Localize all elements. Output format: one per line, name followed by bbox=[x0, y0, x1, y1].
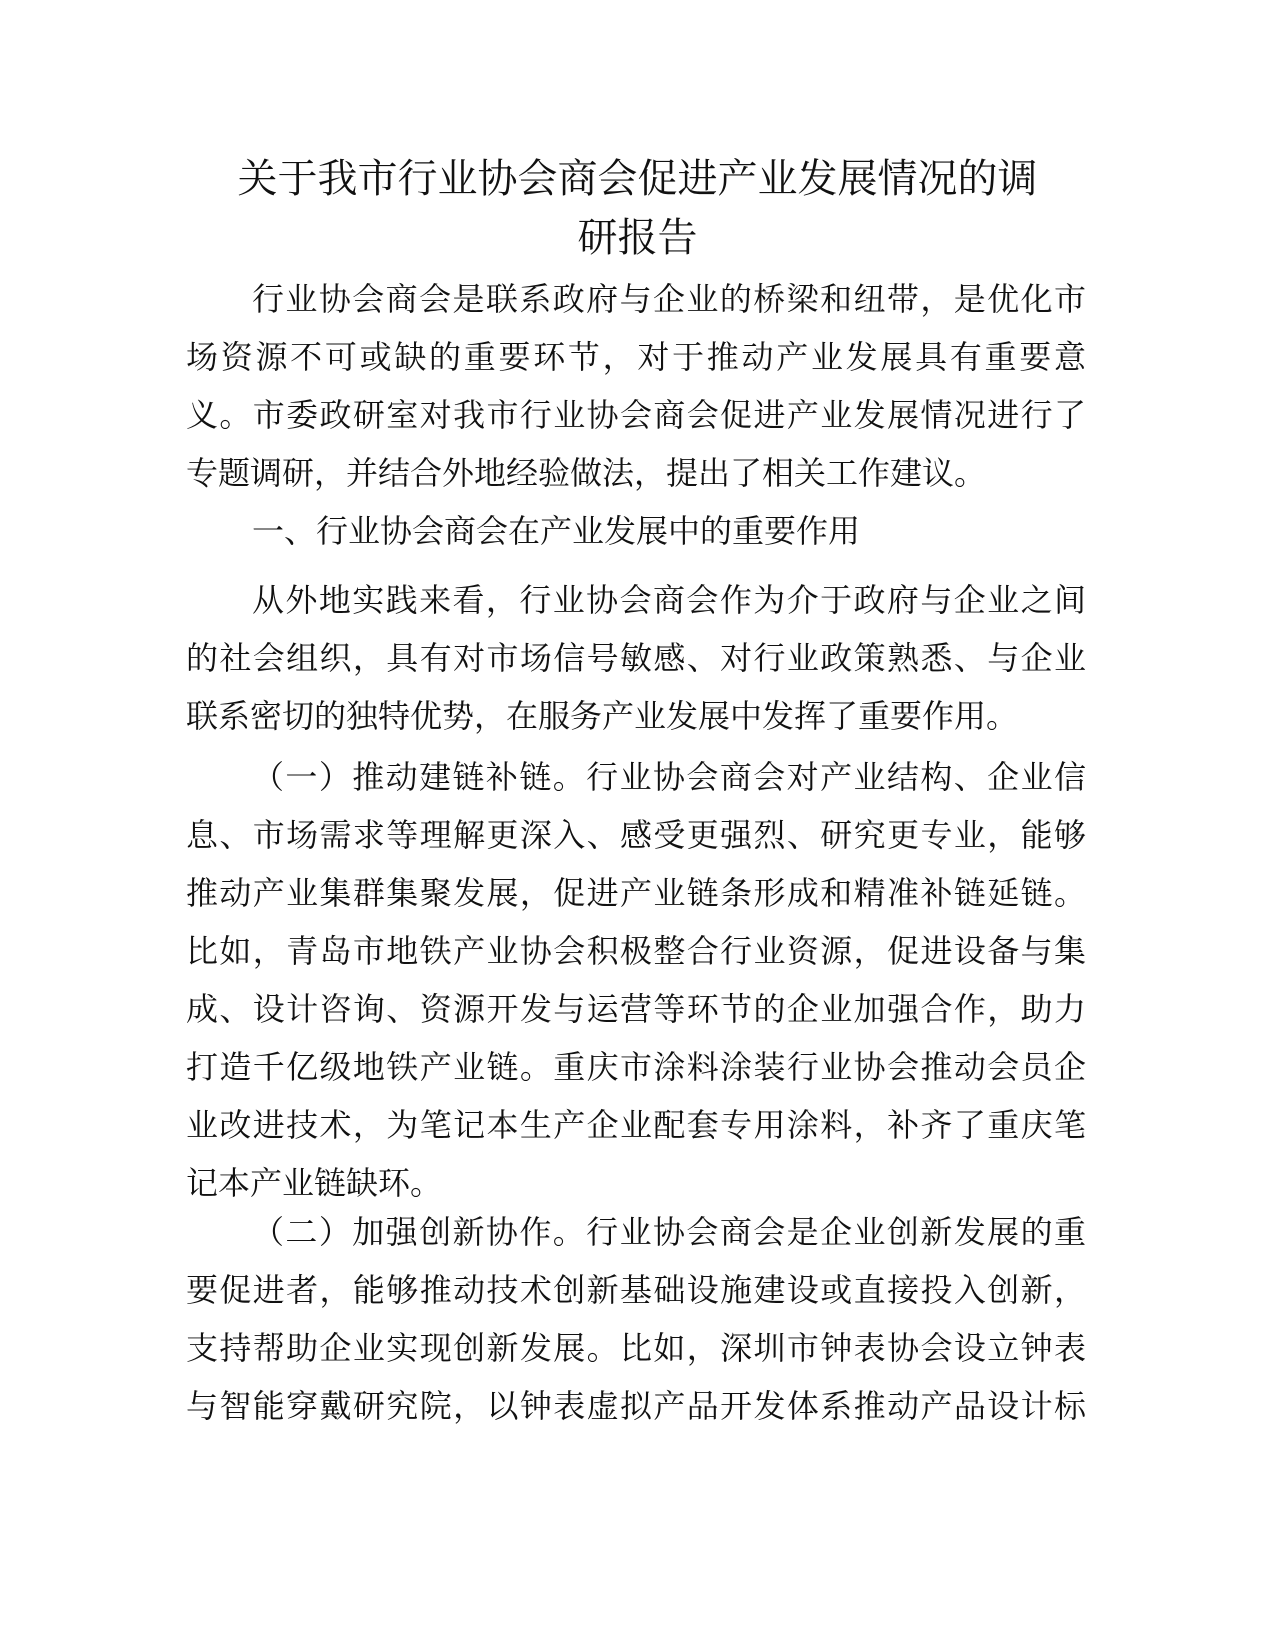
paragraph-line: 打造千亿级地铁产业链。重庆市涂料涂装行业协会推动会员企 bbox=[186, 1048, 1086, 1086]
paragraph-line: 与智能穿戴研究院，以钟表虚拟产品开发体系推动产品设计标 bbox=[186, 1387, 1086, 1425]
paragraph-line: 专题调研，并结合外地经验做法，提出了相关工作建议。 bbox=[186, 454, 987, 492]
document-title-line-2: 研报告 bbox=[577, 215, 698, 261]
paragraph-line: 成、设计咨询、资源开发与运营等环节的企业加强合作，助力 bbox=[186, 990, 1086, 1028]
paragraph-line: 义。市委政研室对我市行业协会商会促进产业发展情况进行了 bbox=[186, 396, 1086, 434]
paragraph-section1-intro bbox=[186, 571, 1086, 745]
paragraph-subsection2 bbox=[186, 1203, 1086, 1435]
paragraph-line: 记本产业链缺环。 bbox=[186, 1164, 443, 1202]
paragraph-subsection1 bbox=[186, 748, 1086, 1212]
document-title-line-1: 关于我市行业协会商会促进产业发展情况的调 bbox=[237, 156, 1038, 202]
paragraph-line: （一）推动建链补链。行业协会商会对产业结构、企业信 bbox=[252, 758, 1086, 796]
paragraph-line: 比如，青岛市地铁产业协会积极整合行业资源，促进设备与集 bbox=[186, 932, 1086, 970]
paragraph-line: 支持帮助企业实现创新发展。比如，深圳市钟表协会设立钟表 bbox=[186, 1329, 1086, 1367]
section-heading bbox=[186, 502, 1086, 560]
paragraph-line: 行业协会商会是联系政府与企业的桥梁和纽带，是优化市 bbox=[252, 280, 1086, 318]
paragraph-line: 场资源不可或缺的重要环节，对于推动产业发展具有重要意 bbox=[186, 338, 1086, 376]
paragraph-line: 要促进者，能够推动技术创新基础设施建设或直接投入创新， bbox=[186, 1271, 1086, 1309]
paragraph-line: 联系密切的独特优势，在服务产业发展中发挥了重要作用。 bbox=[186, 697, 1019, 735]
paragraph-line: 推动产业集群集聚发展，促进产业链条形成和精准补链延链。 bbox=[186, 874, 1086, 912]
paragraph-line: 从外地实践来看，行业协会商会作为介于政府与企业之间 bbox=[252, 581, 1086, 619]
paragraph-line: （二）加强创新协作。行业协会商会是企业创新发展的重 bbox=[252, 1213, 1086, 1251]
paragraph-line: 的社会组织，具有对市场信号敏感、对行业政策熟悉、与企业 bbox=[186, 639, 1086, 677]
section-heading-text: 一、行业协会商会在产业发展中的重要作用 bbox=[252, 512, 861, 550]
paragraph-line: 息、市场需求等理解更深入、感受更强烈、研究更专业，能够 bbox=[186, 816, 1086, 854]
paragraph-line: 业改进技术，为笔记本生产企业配套专用涂料，补齐了重庆笔 bbox=[186, 1106, 1086, 1144]
paragraph-intro bbox=[186, 270, 1086, 502]
